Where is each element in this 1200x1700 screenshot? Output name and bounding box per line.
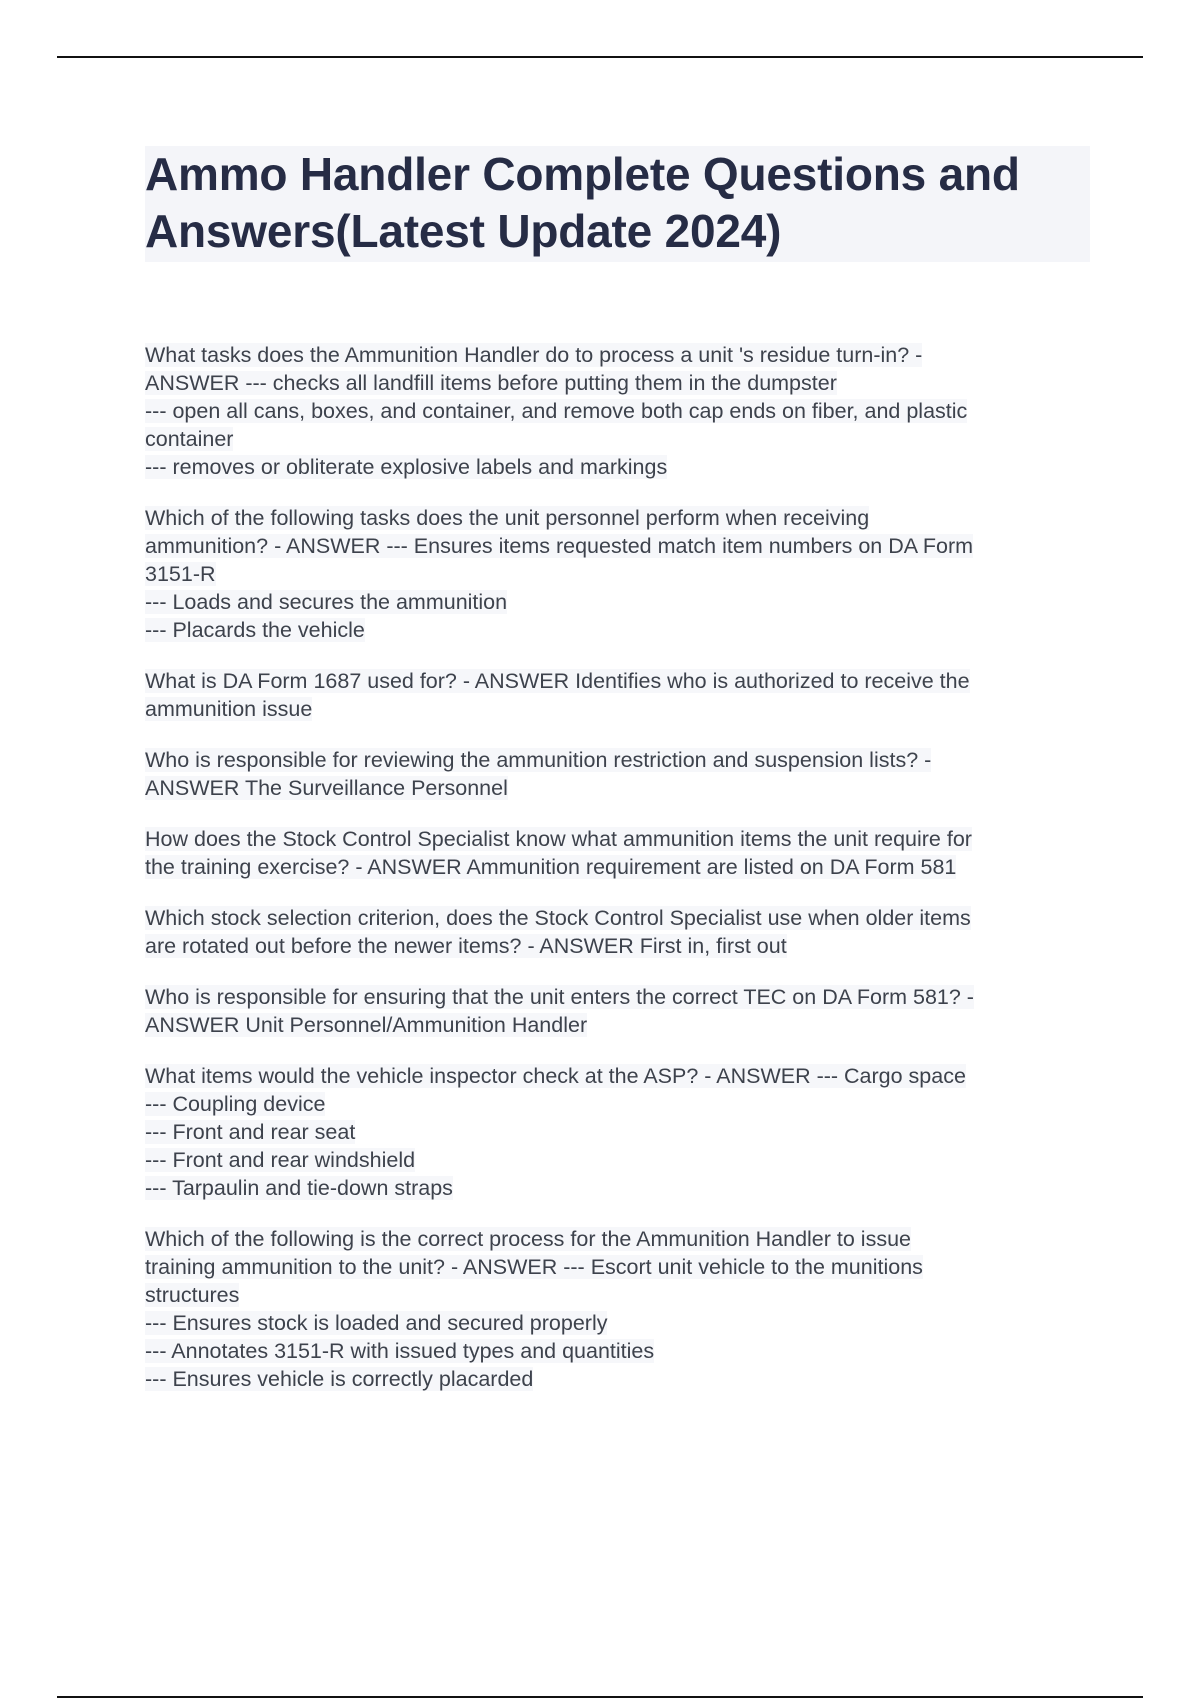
qa-list xyxy=(145,341,1090,1393)
qa-line: ammunition issue xyxy=(145,697,313,721)
document-title: Ammo Handler Complete Questions and Answers(Latest Update 2024) xyxy=(145,146,1090,262)
qa-line: What is DA Form 1687 used for? - ANSWER Identifies who is authorized to receive the xyxy=(145,669,970,693)
qa-line: ANSWER The Surveillance Personnel xyxy=(145,776,508,800)
qa-line: --- Front and rear seat xyxy=(145,1120,356,1144)
qa-line: the training exercise? - ANSWER Ammunition requirement are listed on DA Form 581 xyxy=(145,855,957,879)
qa-line: container xyxy=(145,427,234,451)
qa-item xyxy=(145,746,1090,802)
bottom-divider xyxy=(57,1696,1143,1698)
qa-item xyxy=(145,983,1090,1039)
qa-line: --- Front and rear windshield xyxy=(145,1148,416,1172)
qa-line: --- Placards the vehicle xyxy=(145,618,365,642)
qa-line: How does the Stock Control Specialist know what ammunition items the unit require for xyxy=(145,827,972,851)
qa-line: --- open all cans, boxes, and container, and remove both cap ends on fiber, and plastic xyxy=(145,399,968,423)
qa-line: --- removes or obliterate explosive labels and markings xyxy=(145,455,668,479)
qa-item xyxy=(145,667,1090,723)
qa-line: are rotated out before the newer items? - ANSWER First in, first out xyxy=(145,934,787,958)
qa-line: What items would the vehicle inspector check at the ASP? - ANSWER --- Cargo space xyxy=(145,1064,966,1088)
qa-line: --- Loads and secures the ammunition xyxy=(145,590,508,614)
qa-line: structures xyxy=(145,1283,240,1307)
qa-line: --- Annotates 3151-R with issued types and quantities xyxy=(145,1339,655,1363)
qa-line: --- Tarpaulin and tie-down straps xyxy=(145,1176,453,1200)
qa-item xyxy=(145,1062,1090,1202)
qa-line: ANSWER Unit Personnel/Ammunition Handler xyxy=(145,1013,588,1037)
qa-line: ammunition? - ANSWER --- Ensures items requested match item numbers on DA Form xyxy=(145,534,974,558)
qa-line: What tasks does the Ammunition Handler do to process a unit 's residue turn-in? - xyxy=(145,343,923,367)
qa-line: Which of the following is the correct process for the Ammunition Handler to issue xyxy=(145,1227,911,1251)
qa-item xyxy=(145,1225,1090,1393)
qa-line: ANSWER --- checks all landfill items before putting them in the dumpster xyxy=(145,371,837,395)
qa-line: Which of the following tasks does the unit personnel perform when receiving xyxy=(145,506,870,530)
qa-line: Who is responsible for ensuring that the unit enters the correct TEC on DA Form 581? - xyxy=(145,985,974,1009)
qa-line: Who is responsible for reviewing the ammunition restriction and suspension lists? - xyxy=(145,748,932,772)
qa-item xyxy=(145,825,1090,881)
qa-item xyxy=(145,904,1090,960)
qa-item xyxy=(145,341,1090,481)
top-divider xyxy=(57,56,1143,58)
qa-line: --- Ensures vehicle is correctly placarded xyxy=(145,1367,534,1391)
qa-line: --- Ensures stock is loaded and secured properly xyxy=(145,1311,608,1335)
qa-line: 3151-R xyxy=(145,562,216,586)
qa-line: training ammunition to the unit? - ANSWER --- Escort unit vehicle to the munitions xyxy=(145,1255,923,1279)
document-page xyxy=(145,146,1090,1416)
qa-line: --- Coupling device xyxy=(145,1092,326,1116)
qa-item xyxy=(145,504,1090,644)
qa-line: Which stock selection criterion, does the Stock Control Specialist use when older items xyxy=(145,906,971,930)
